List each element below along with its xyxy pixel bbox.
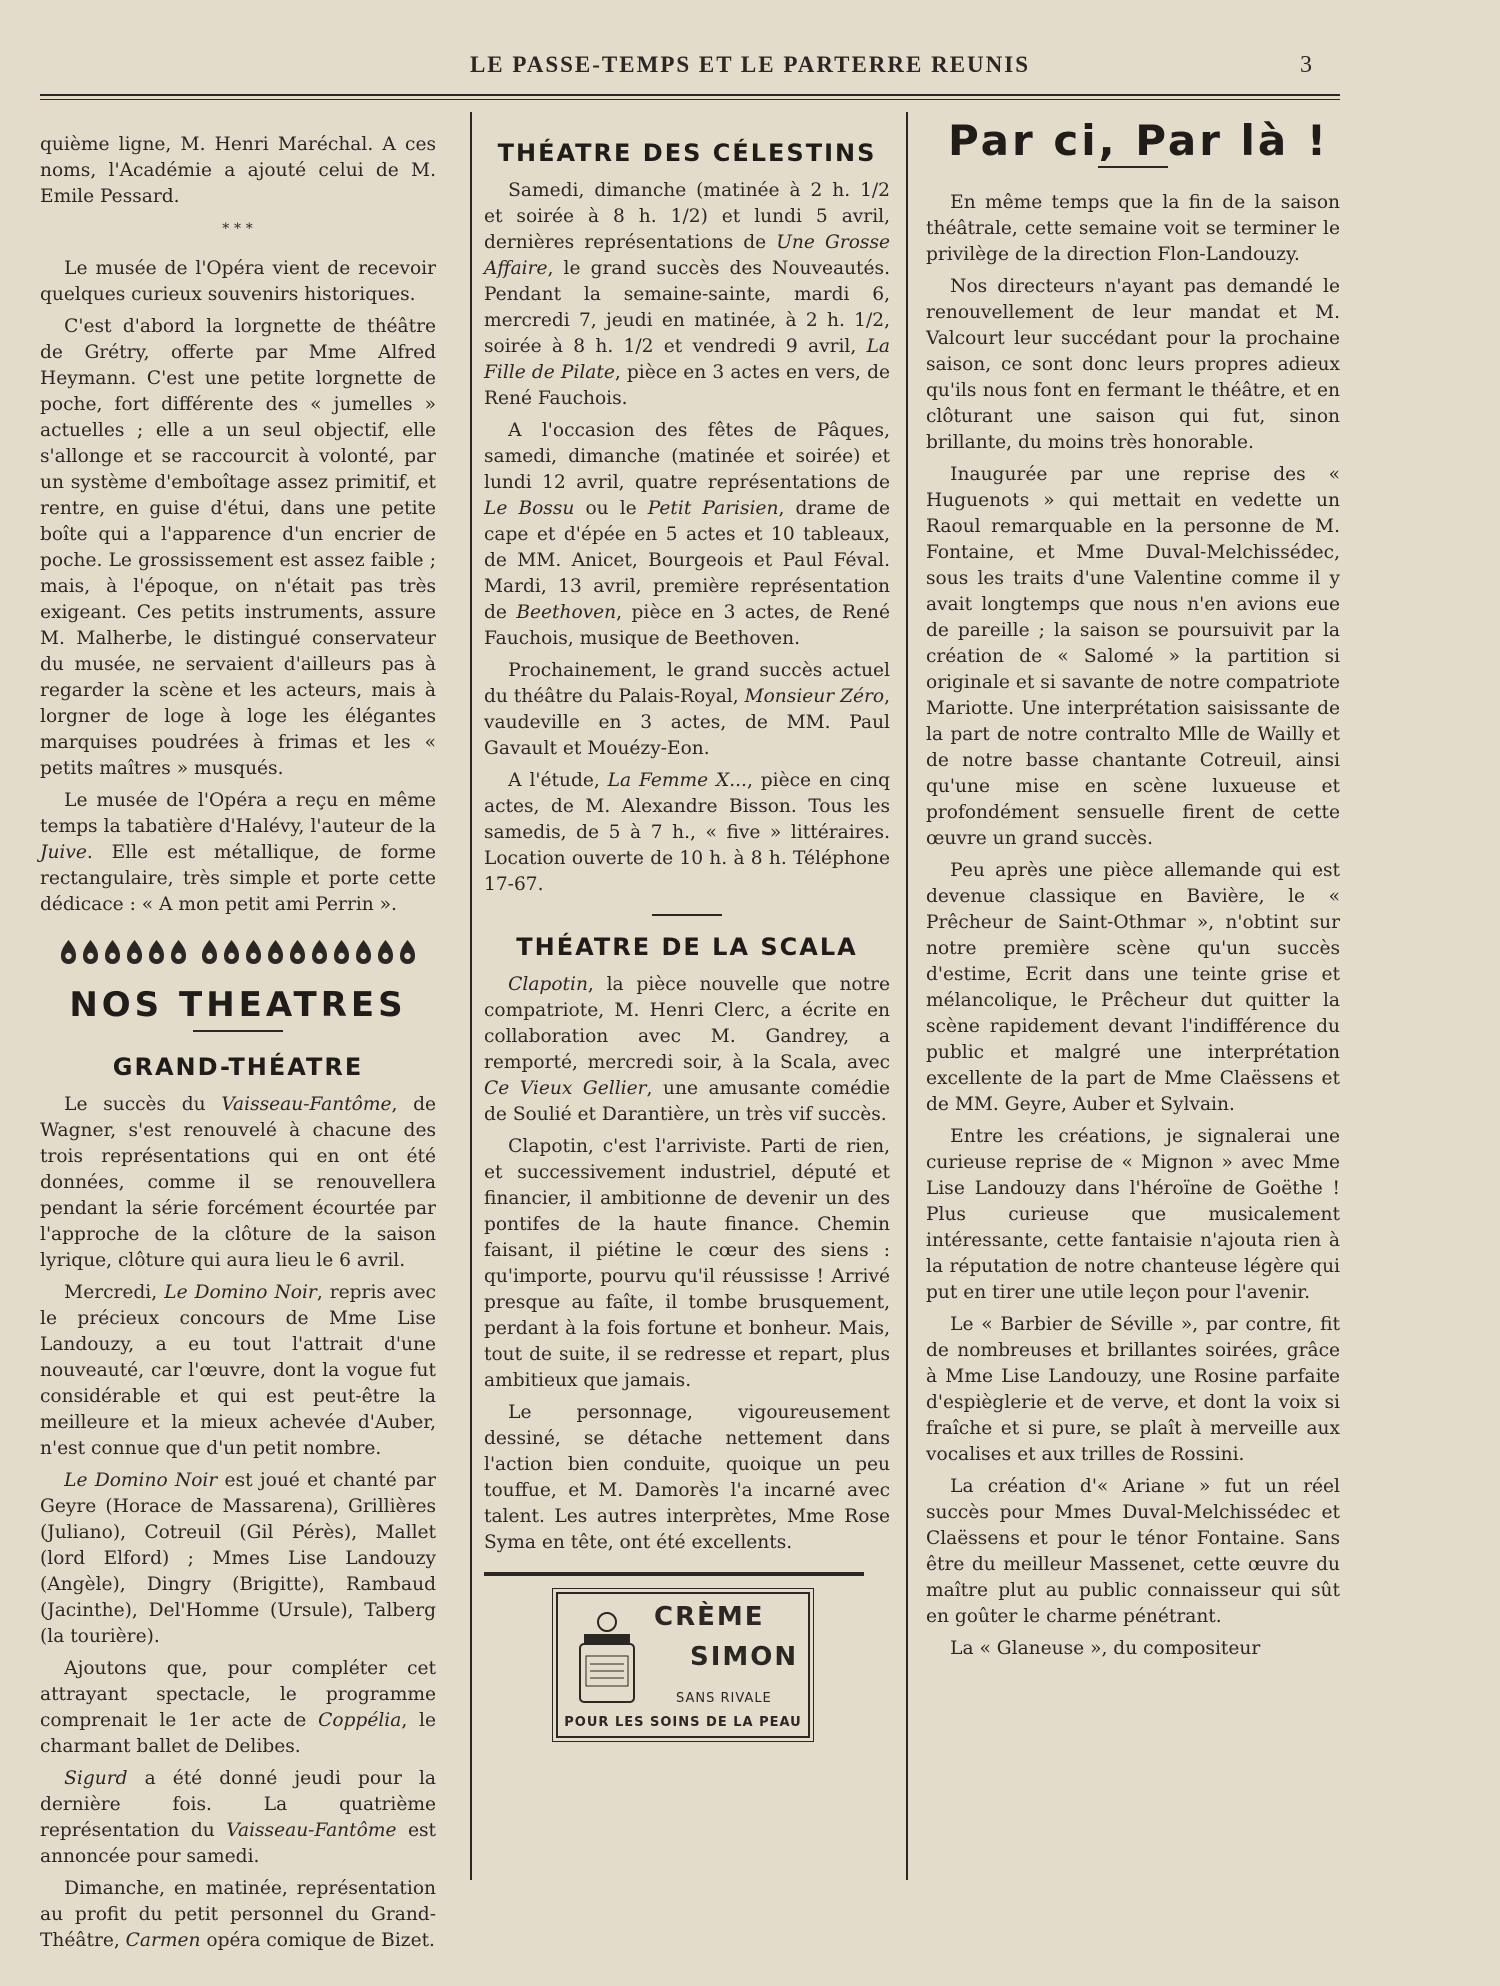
page-number: 3 bbox=[1300, 52, 1312, 78]
paragraph: Le « Barbier de Séville », par contre, fit de nombreuses et brillantes soirées, grâce à Mme Lise Landouzy, une Rosine parfaite d'espièglerie et de verve, et dont la voix si fraîche et si pure, se plaît à merveille aux vocalises et aux trilles de Rossini. bbox=[926, 1314, 1340, 1465]
ad-tagline: POUR LES SOINS DE LA PEAU bbox=[564, 1715, 802, 1730]
section-title: THÉATRE DES CÉLESTINS bbox=[497, 139, 877, 167]
section-title: NOS THEATRES bbox=[69, 985, 407, 1025]
paragraph: Prochainement, le grand succès actuel du théâtre du Palais-Royal, Monsieur Zéro, vaudeville en 3 actes, de MM. Paul Gavault et Mouézy-Eon. bbox=[484, 660, 890, 759]
section-title: THÉATRE DE LA SCALA bbox=[516, 933, 858, 961]
ad-slogan: SANS RIVALE bbox=[676, 1691, 772, 1706]
paragraph: Dimanche, en matinée, représentation au profit du petit personnel du Grand-Théâtre, Carmen opéra comique de Bizet. bbox=[40, 1878, 436, 1951]
paragraph: La création d'« Ariane » fut un réel succès pour Mmes Duval-Melchissédec et Claëssens et pour le ténor Fontaine. Sans être du meilleur Massenet, cette œuvre du maître plut au public connaisseur qui sût en goûter le charme pénétrant. bbox=[926, 1476, 1340, 1627]
paragraph: A l'étude, La Femme X..., pièce en cinq actes, de M. Alexandre Bisson. Tous les samedis, de 5 à 7 h., « five » littéraires. Location ouverte de 10 h. à 8 h. Téléphone 17-67. bbox=[484, 770, 890, 895]
paragraph: Le personnage, vigoureusement dessiné, se détache nettement dans l'action bien conduite, quoique un peu touffue, et M. Damorès l'a incarné avec talent. Les autres interprètes, Mme Rose Syma en tête, ont été excellents. bbox=[484, 1402, 890, 1553]
paragraph: Le musée de l'Opéra vient de recevoir quelques curieux souvenirs historiques. bbox=[40, 258, 436, 305]
section-rule bbox=[484, 1572, 864, 1576]
section-rule bbox=[652, 914, 722, 916]
decorative-border-icon bbox=[40, 938, 436, 966]
column-divider-2 bbox=[906, 112, 908, 1880]
paragraph: A l'occasion des fêtes de Pâques, samedi, dimanche (matinée et soirée) et lundi 12 avril, quatre représentations de Le Bossu ou le Petit Parisien, drame de cape et d'épée en 5 actes et 10 tableaux, de MM. Anicet, Bourgeois et Paul Féval. Mardi, 13 avril, première représentation de Beethoven, pièce en 3 actes, de René Fauchois, musique de Beethoven. bbox=[484, 420, 890, 649]
column-title: Par ci, Par là ! bbox=[948, 116, 1330, 165]
header-rule bbox=[40, 94, 1340, 100]
paragraph: Le Domino Noir est joué et chanté par Geyre (Horace de Massarena), Grillières (Juliano), Cotreuil (Gil Pérès), Mallet (lord Elford) ; Mmes Lise Landouzy (Angèle), Dingry (Brigitte), Rambaud (Jacinthe), Del'Homme (Ursule), Talberg (la tourière). bbox=[40, 1470, 436, 1647]
column-3 bbox=[926, 116, 1340, 1668]
column-2 bbox=[484, 140, 890, 1738]
title-rule bbox=[193, 1030, 283, 1032]
paragraph: Peu après une pièce allemande qui est devenue classique en Bavière, le « Prêcheur de Saint-Othmar », n'obtint sur notre première scène qu'un succès d'estime, Ecrit dans une teinte grise et mélancolique, le Prêcheur dut quitter la scène rapidement devant l'indifférence du public et malgré une interprétation excellente de la part de Mme Claëssens et de MM. Geyre, Auber et Sylvain. bbox=[926, 860, 1340, 1115]
subsection-title: GRAND-THÉATRE bbox=[112, 1053, 364, 1081]
running-title: LE PASSE-TEMPS ET LE PARTERRE REUNIS bbox=[469, 52, 1031, 77]
paragraph: Ajoutons que, pour compléter cet attrayant spectacle, le programme comprenait le 1er acte de Coppélia, le charmant ballet de Delibes. bbox=[40, 1658, 436, 1757]
paragraph: Le musée de l'Opéra a reçu en même temps la tabatière d'Halévy, l'auteur de la Juive. Elle est métallique, de forme rectangulaire, très simple et porte cette dédicace : « A mon petit ami Perrin ». bbox=[40, 790, 436, 915]
paragraph: C'est d'abord la lorgnette de théâtre de Grétry, offerte par Mme Alfred Heymann. C'est une petite lorgnette de poche, fort différente des « jumelles » actuelles ; elle a un seul objectif, elle s'allonge et se raccourcit à volonté, par un système d'emboîtage assez primitif, et rentre, en guise d'étui, dans une petite boîte qui a l'apparence d'un encrier de poche. Le grossissement est assez faible ; mais, à l'époque, on n'était pas très exigeant. Ces petits instruments, assure M. Malherbe, le distingué conservateur du musée, ne servaient d'ailleurs pas à regarder la scène et les acteurs, mais à lorgner de loge à loge les élégantes marquises poudrées à frimas et les « petits maîtres » musqués. bbox=[40, 316, 436, 779]
paragraph: Nos directeurs n'ayant pas demandé le renouvellement de leur mandat et M. Valcourt leur succédant pour la prochaine saison, ce sont donc leurs propres adieux qu'ils nous font en fermant le théâtre, et en clôturant une saison qui fut, sinon brillante, du moins très honorable. bbox=[926, 276, 1340, 453]
asterism: * * * bbox=[222, 221, 254, 237]
paragraph: Entre les créations, je signalerai une curieuse reprise de « Mignon » avec Mme Lise Landouzy dans l'héroïne de Goëthe ! Plus curieuse que musicalement intéressante, cette fantaisie n'ajouta rien à la réputation de notre chanteuse légère qui put en tirer une utile leçon pour l'avenir. bbox=[926, 1126, 1340, 1303]
paragraph: Clapotin, c'est l'arriviste. Parti de rien, et successivement industriel, député et financier, il ambitionne de devenir un des pontifes de la haute finance. Chemin faisant, il piétine le cœur des siens : qu'importe, pourvu qu'il réussisse ! Arrivé presque au faîte, il tombe brusquement, perdant à la fois fortune et bonheur. Mais, tout de suite, il se redresse et repart, plus ambitieux que jamais. bbox=[484, 1136, 890, 1391]
paragraph: Mercredi, Le Domino Noir, repris avec le précieux concours de Mme Lise Landouzy, a eu tout l'attrait d'une nouveauté, car l'œuvre, dont la vogue fut considérable et qui est peut-être la meilleure et la mieux achevée d'Auber, n'est connue que d'un petit nombre. bbox=[40, 1282, 436, 1459]
column-1 bbox=[40, 132, 436, 1960]
paragraph: Sigurd a été donné jeudi pour la dernière fois. La quatrième représentation du Vaisseau-Fantôme est annoncée pour samedi. bbox=[40, 1768, 436, 1867]
paragraph: Inaugurée par une reprise des « Huguenots » qui mettait en vedette un Raoul remarquable en la personne de M. Fontaine, et Mme Duval-Melchissédec, sous les traits d'une Valentine comme il y avait longtemps que nous n'en avions eue de pareille ; la saison se poursuivit par la création de « Salomé » la partition si originale et si savante de notre compatriote Mariotte. Une interprétation saisissante de la part de notre contralto Mlle de Wailly et de notre basse chantante Cotreuil, ainsi qu'une mise en scène luxueuse et profondément sensuelle firent de cette œuvre un grand succès. bbox=[926, 464, 1340, 849]
column-divider-1 bbox=[470, 112, 472, 1880]
advertisement bbox=[556, 1592, 810, 1738]
paragraph: Clapotin, la pièce nouvelle que notre compatriote, M. Henri Clerc, a écrite en collaboration avec M. Gandrey, a remporté, mercredi soir, à la Scala, avec Ce Vieux Gellier, une amusante comédie de Soulié et Darantière, un très vif succès. bbox=[484, 974, 891, 1125]
paragraph: Le succès du Vaisseau-Fantôme, de Wagner, s'est renouvelé à chacune des trois représentations qui en ont été données, comme il se renouvellera pendant la série forcément écourtée par l'approche de la clôture de la saison lyrique, clôture qui aura lieu le 6 avril. bbox=[40, 1094, 436, 1271]
paragraph: Samedi, dimanche (matinée à 2 h. 1/2 et soirée à 8 h. 1/2) et lundi 5 avril, dernières représentations de Une Grosse Affaire, le grand succès des Nouveautés. Pendant la semaine-sainte, mardi 6, mercredi 7, jeudi en matinée, à 2 h. 1/2, soirée à 8 h. 1/2 et vendredi 9 avril, La Fille de Pilate, pièce en 3 actes en vers, de René Fauchois. bbox=[484, 180, 890, 409]
paragraph: La « Glaneuse », du compositeur bbox=[950, 1638, 1261, 1659]
ad-brand-line-2: SIMON bbox=[690, 1642, 799, 1672]
paragraph: En même temps que la fin de la saison théâtrale, cette semaine voit se terminer le privilège de la direction Flon-Landouzy. bbox=[926, 192, 1340, 265]
cream-jar-icon bbox=[572, 1610, 642, 1706]
ad-brand-line-1: CRÈME bbox=[654, 1602, 765, 1632]
paragraph: quième ligne, M. Henri Maréchal. A ces noms, l'Académie a ajouté celui de M. Emile Pessard. bbox=[40, 134, 436, 207]
title-rule bbox=[1098, 166, 1168, 168]
